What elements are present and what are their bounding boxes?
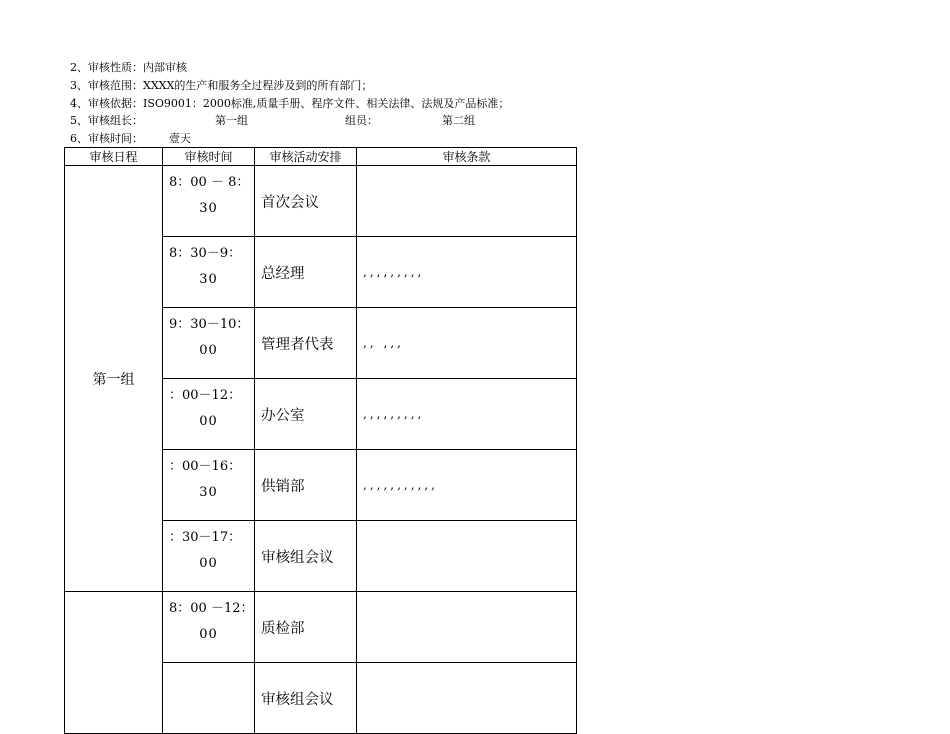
- clauses-cell: ,, ,,,: [357, 308, 577, 379]
- time-start: 8：00 －12：: [169, 601, 254, 616]
- audit-basis-line: 4、审核依据：ISO9001：2000标准,质量手册、程序文件、相关法律、法规及产品标准；: [70, 96, 510, 110]
- audit-plan-intro: [70, 59, 509, 148]
- time-cell: [163, 379, 255, 450]
- activity-cell: 总经理: [255, 237, 357, 308]
- audit-schedule-table: [64, 147, 577, 734]
- time-cell: [163, 521, 255, 592]
- audit-duration-line: [70, 130, 509, 148]
- time-end: [163, 670, 254, 676]
- time-end: 00: [199, 627, 218, 642]
- table-row: [65, 592, 577, 663]
- activity-cell: 办公室: [255, 379, 357, 450]
- header-schedule: 审核日程: [65, 148, 163, 166]
- time-start: ：00－16：: [169, 459, 242, 474]
- time-cell: [163, 663, 255, 734]
- activity-cell: 首次会议: [255, 166, 357, 237]
- group-name: [65, 592, 163, 734]
- time-start: 8：30－9：: [169, 246, 242, 261]
- table-row: [65, 166, 577, 237]
- time-cell: [163, 166, 255, 237]
- time-end: 00: [199, 414, 218, 429]
- duration-value: 壹天: [169, 132, 191, 146]
- audit-scope-line: 3、审核范围：XXXX的生产和服务全过程涉及到的所有部门；: [70, 78, 373, 92]
- group-name: 第一组: [65, 166, 163, 592]
- clauses-cell: [357, 592, 577, 663]
- time-start: 8：00 － 8：: [169, 175, 250, 190]
- clauses-cell: [357, 166, 577, 237]
- table-header-row: [65, 148, 577, 166]
- leader-label: 5、审核组长：: [70, 114, 143, 128]
- duration-label: 6、审核时间：: [70, 132, 143, 146]
- time-cell: [163, 450, 255, 521]
- activity-cell: 管理者代表: [255, 308, 357, 379]
- time-end: 30: [199, 201, 218, 216]
- time-cell: [163, 592, 255, 663]
- header-time: 审核时间: [163, 148, 255, 166]
- time-end: 30: [199, 272, 218, 287]
- activity-cell: 质检部: [255, 592, 357, 663]
- clauses-cell: ,,,,,,,,,,,: [357, 450, 577, 521]
- audit-leader-line: [70, 112, 509, 130]
- time-cell: [163, 237, 255, 308]
- time-start: [163, 663, 254, 670]
- activity-cell: 审核组会议: [255, 521, 357, 592]
- leader-value: 第一组: [215, 114, 248, 128]
- header-activity: 审核活动安排: [255, 148, 357, 166]
- time-end: 00: [199, 556, 218, 571]
- members-value: 第二组: [442, 114, 475, 128]
- time-start: ：00－12：: [169, 388, 242, 403]
- time-end: 00: [199, 343, 218, 358]
- activity-cell: 审核组会议: [255, 663, 357, 734]
- clauses-cell: [357, 521, 577, 592]
- time-start: ：30－17：: [169, 530, 242, 545]
- audit-nature-line: 2、审核性质：内部审核: [70, 61, 187, 74]
- time-end: 30: [199, 485, 218, 500]
- clauses-cell: ,,,,,,,,,: [357, 237, 577, 308]
- members-label: 组员：: [345, 114, 378, 128]
- clauses-cell: [357, 663, 577, 734]
- clauses-cell: ,,,,,,,,,: [357, 379, 577, 450]
- header-clauses: 审核条款: [357, 148, 577, 166]
- time-start: 9：30－10：: [169, 317, 250, 332]
- time-cell: [163, 308, 255, 379]
- activity-cell: 供销部: [255, 450, 357, 521]
